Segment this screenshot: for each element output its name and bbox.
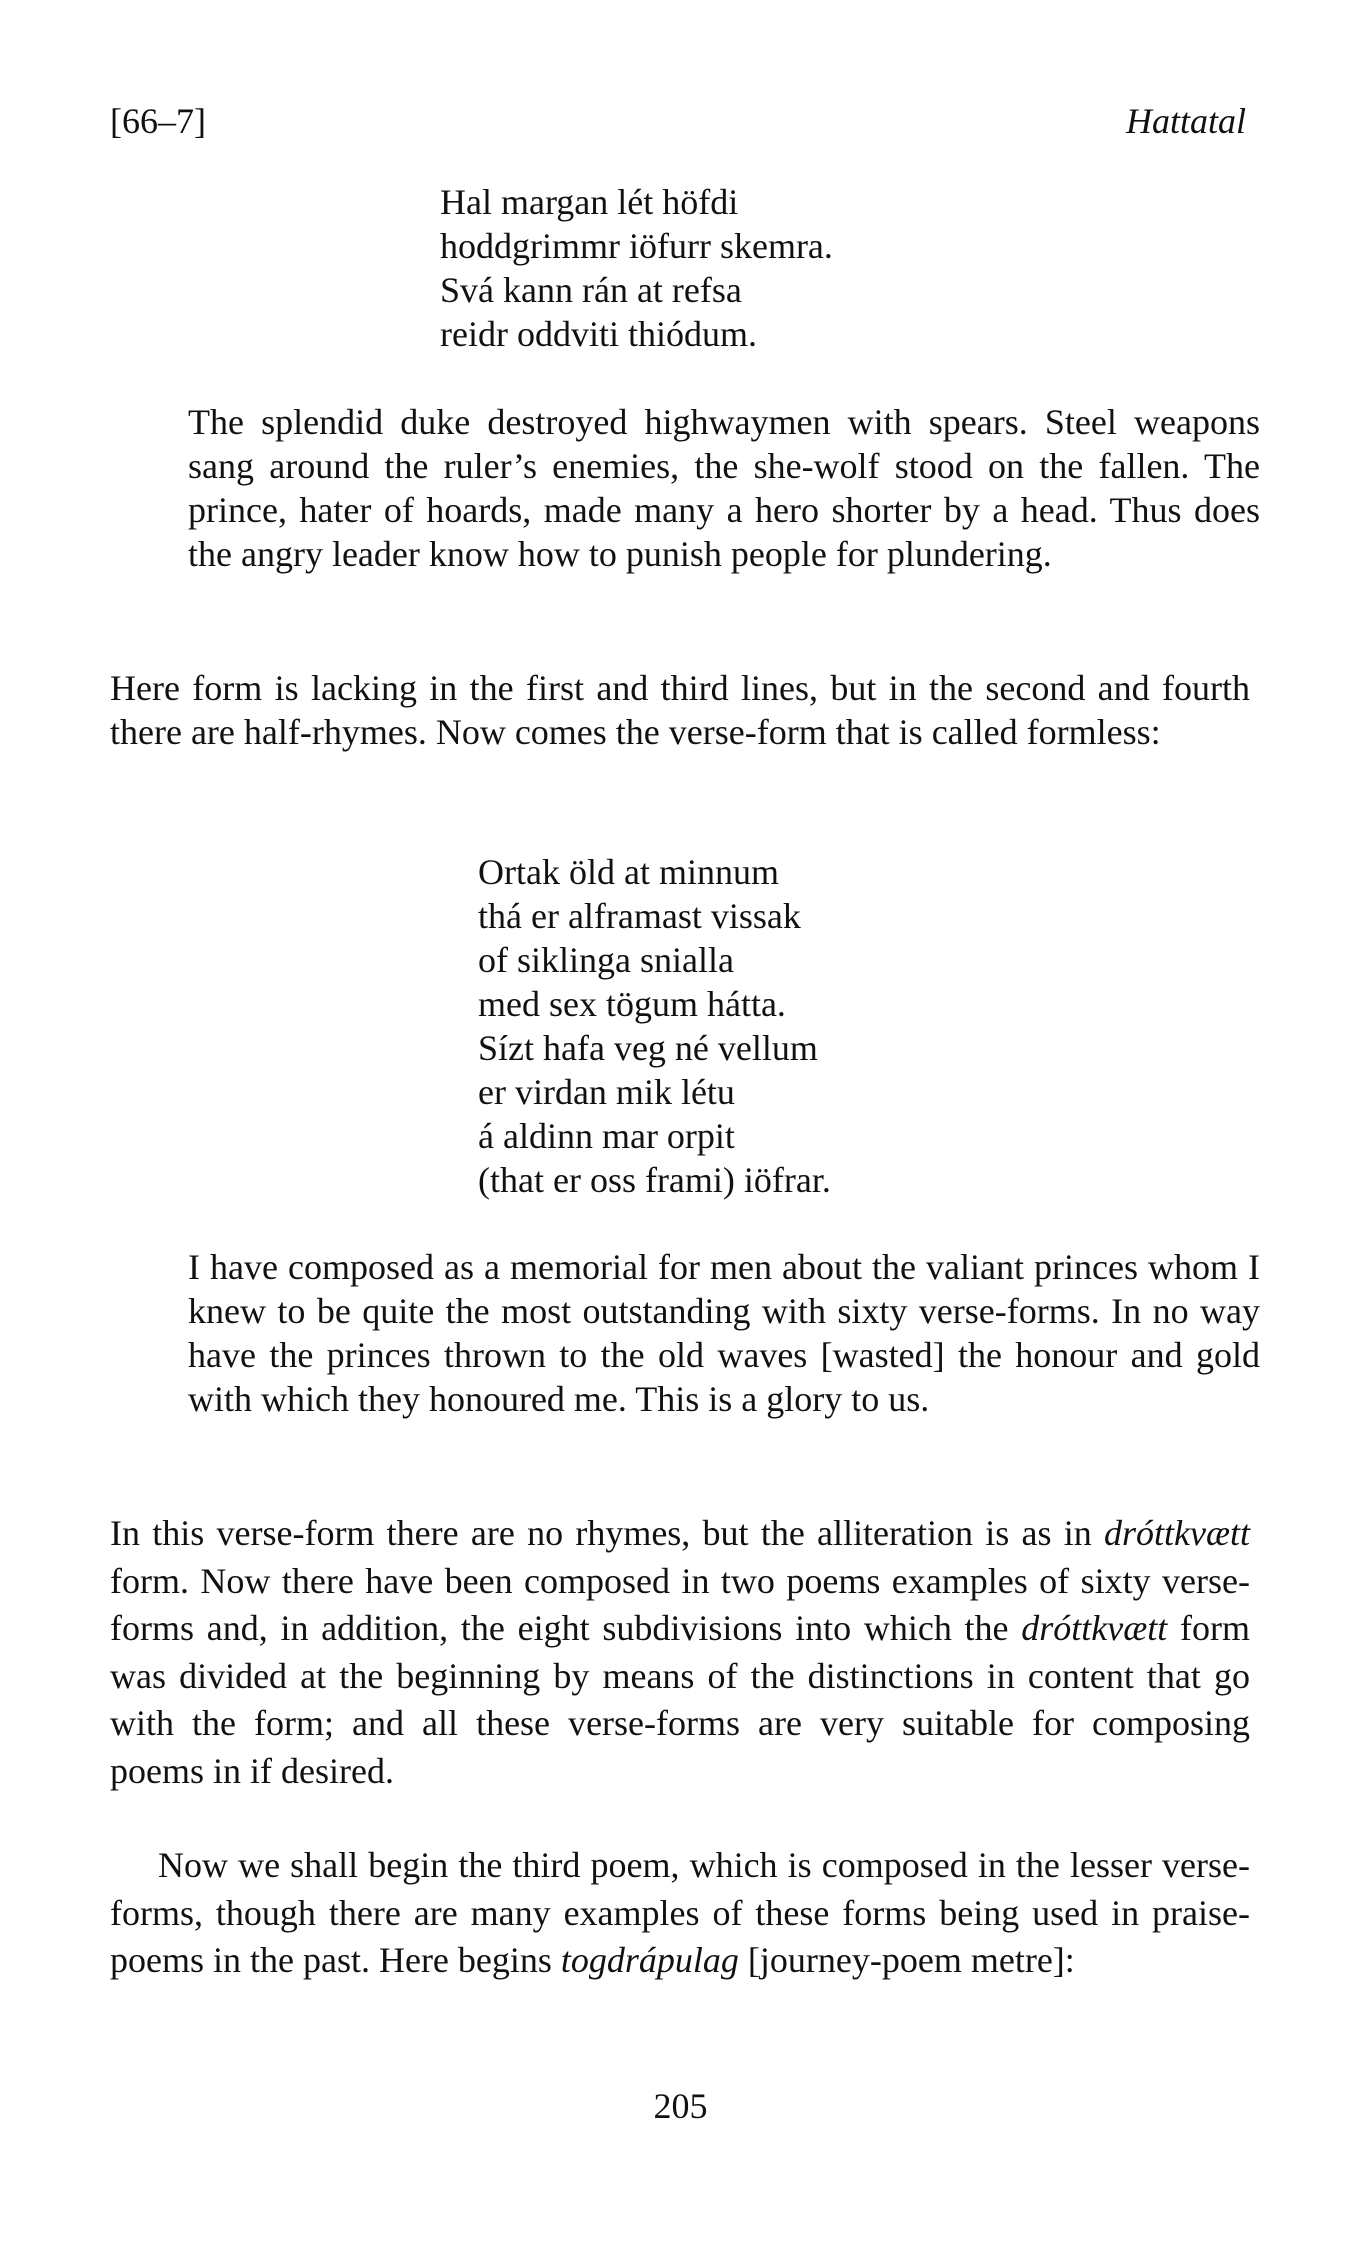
text-run: form was divided at the beginning by means of the distinctions in content that go with the form; and all these verse-forms are very suitable for composing poems in if desired. <box>110 1608 1250 1791</box>
text-run: In this verse-form there are no rhymes, but the alliteration is as in <box>110 1513 1104 1553</box>
verse-line: thá er alframast vissak <box>478 896 801 936</box>
verse-line: er virdan mik létu <box>478 1072 735 1112</box>
running-title: Hattatal <box>1125 101 1246 141</box>
translation-2: I have composed as a memorial for men about the valiant princes whom I knew to be quite the most outstanding with sixty verse-forms. In no way have the princes thrown to the old waves [wasted] the honour and gold with which they honoured me. This is a glory to us. <box>188 1247 1260 1419</box>
page-reference: [66–7] <box>110 101 206 141</box>
verse-line: reidr oddviti thiódum. <box>440 314 757 354</box>
verse-line: med sex tögum hátta. <box>478 984 786 1024</box>
text-run: Now we shall begin the third poem, which is composed in the lesser verse-forms, though there are many examples of these forms being used in praise-poems in the past. Here begins <box>110 1845 1250 1980</box>
verse-stanza-1 <box>440 180 833 356</box>
verse-line: of siklinga snialla <box>478 940 734 980</box>
translation-1: The splendid duke destroyed highwaymen with spears. Steel weapons sang around the ruler’s enemies, the she-wolf stood on the fallen. The prince, hater of hoards, made many a hero shorter by a head. Thus does the angry leader know how to punish people for plundering. <box>188 402 1260 574</box>
text-run: [journey-poem metre]: <box>738 1940 1075 1980</box>
commentary-paragraph-2 <box>110 1510 1250 1795</box>
italic-term: dróttkvætt <box>1104 1513 1250 1553</box>
verse-stanza-2 <box>478 850 831 1202</box>
commentary-paragraph-1: Here form is lacking in the first and third lines, but in the second and fourth there are half-rhymes. Now comes the verse-form that is called formless: <box>110 668 1250 752</box>
commentary-paragraph-3 <box>110 1842 1250 1985</box>
verse-line: Svá kann rán at refsa <box>440 270 742 310</box>
page-number: 205 <box>653 2086 708 2126</box>
verse-line: (that er oss frami) iöfrar. <box>478 1160 831 1200</box>
italic-term: togdrápulag <box>560 1940 739 1980</box>
text-run: form. Now there have been composed in two poems examples of sixty verse-forms and, in addition, the eight subdivisions into which the <box>110 1560 1250 1648</box>
verse-line: Ortak öld at minnum <box>478 852 779 892</box>
verse-line: Hal margan lét höfdi <box>440 182 739 222</box>
verse-line: á aldinn mar orpit <box>478 1116 735 1156</box>
verse-line: Sízt hafa veg né vellum <box>478 1028 818 1068</box>
verse-line: hoddgrimmr iöfurr skemra. <box>440 226 833 266</box>
italic-term: dróttkvætt <box>1021 1608 1168 1648</box>
